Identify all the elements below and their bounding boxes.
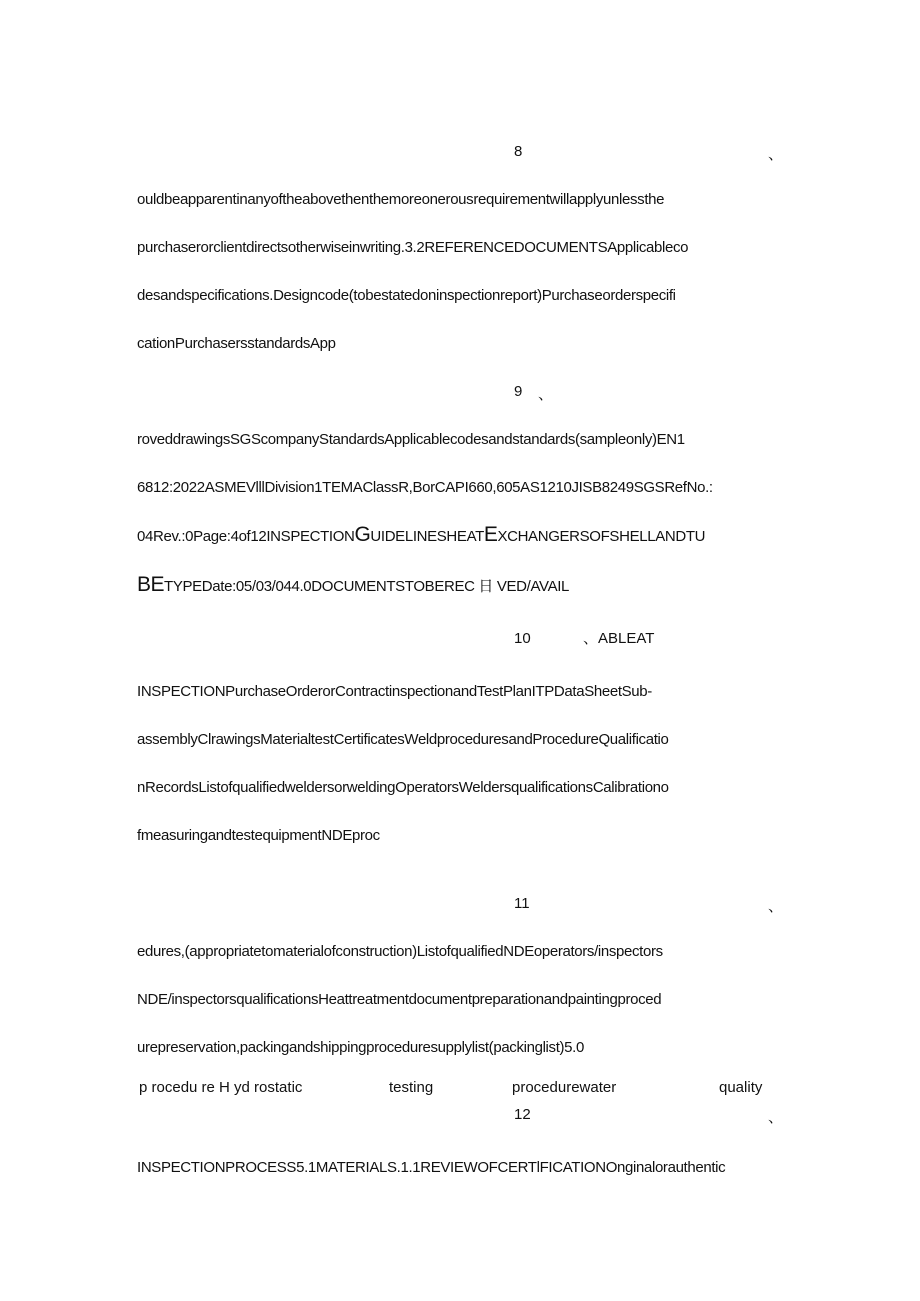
text-line: INSPECTIONPROCESS5.1MATERIALS.1.1REVIEWOFCERTlFICATIONOnginalorauthentic [137,1159,726,1176]
page-marker-number: 12 [514,1106,531,1123]
text-segment: 04Rev.:0Page:4of12INSPECTION [137,528,355,545]
text-segment-large: G [354,523,371,546]
text-line: fmeasuringandtestequipmentNDEproc [137,827,380,844]
text-line: 6812:2022ASMEVlllDivision1TEMAClassR,BorCAPI660,605AS1210JISB8249SGSRefNo.: [137,479,713,496]
page-marker-separator: 、 [768,145,784,163]
page-marker-separator: 、 [768,1108,784,1126]
text-line: INSPECTIONPurchaseOrderorContractinspectionandTestPlanITPDataSheetSub- [137,683,652,700]
text-line: cationPurchasersstandardsApp [137,335,336,352]
text-line: roveddrawingsSGScompanyStandardsApplicablecodesandstandards(sampleonly)EN1 [137,431,685,448]
text-line-mixed-size [137,522,787,550]
text-segment: UIDELINESHEAT [370,528,484,545]
page-marker-number: 10 [514,630,531,647]
page-marker-number: 9 [514,383,523,400]
text-line: NDE/inspectorsqualificationsHeattreatmentdocumentpreparationandpaintingproced [137,991,662,1008]
text-segment-large: BE [137,573,165,596]
text-line: urepreservation,packingandshippingproceduresupplylist(packinglist)5.0 [137,1039,584,1056]
text-line: purchaserorclientdirectsotherwiseinwriting.3.2REFERENCEDOCUMENTSApplicableco [137,239,689,256]
text-line: nRecordsListofqualifiedweldersorweldingOperatorsWeldersqualificationsCalibrationo [137,779,669,796]
page-marker-separator: 、ABLEAT [583,630,655,647]
spaced-word: quality [719,1079,763,1096]
page-marker-separator: 、 [538,385,554,403]
text-line: desandspecifications.Designcode(tobestatedoninspectionreport)Purchaseorderspecifi [137,287,676,304]
spaced-word: procedurewater [512,1079,617,1096]
spaced-word: p rocedu re H yd rostatic [139,1079,303,1096]
text-segment: TYPEDate:05/03/044.0DOCUMENTSTOBEREC 日 VED/AVAIL [164,578,570,595]
text-segment: XCHANGERSOFSHELLANDTU [497,528,706,545]
text-line-mixed-size [137,572,787,600]
page-marker-number: 8 [514,143,523,160]
page-marker-separator: 、 [768,897,784,915]
text-segment-large: E [483,523,498,546]
text-line: ouldbeapparentinanyoftheabovethenthemoreonerousrequirementwillapplyunlessthe [137,191,665,208]
text-line: assemblyClrawingsMaterialtestCertificatesWeldproceduresandProcedureQualificatio [137,731,669,748]
spaced-word: testing [389,1079,434,1096]
page-marker-number: 11 [514,895,530,912]
text-line: edures,(appropriatetomaterialofconstruction)ListofqualifiedNDEoperators/inspectors [137,943,663,960]
